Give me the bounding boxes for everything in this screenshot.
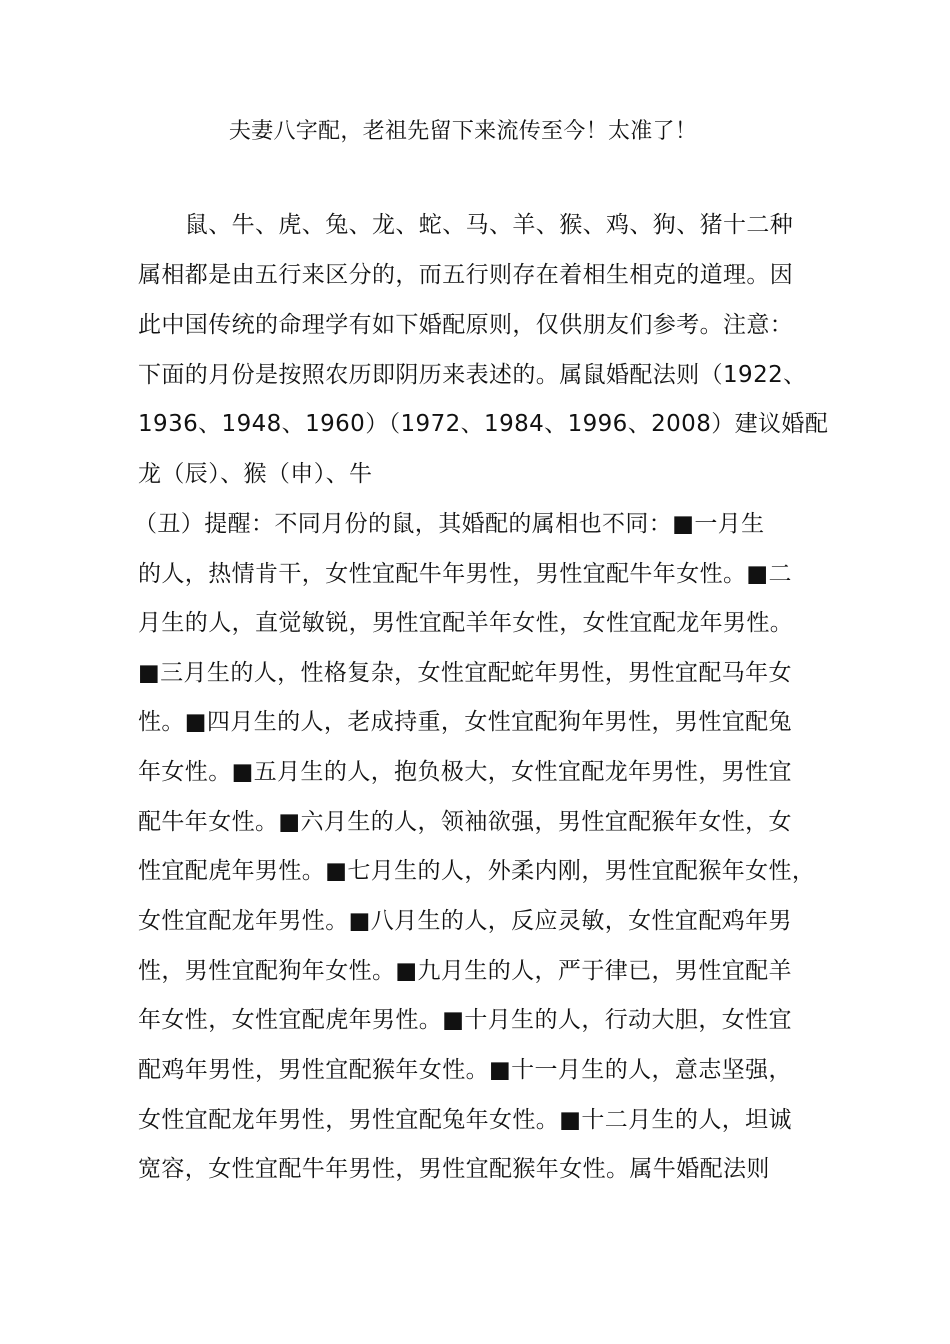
body-line: 性宜配虎年男性。■七月生的人，外柔内刚，男性宜配猴年女性，: [138, 858, 816, 884]
body-line: 性。■四月生的人，老成持重，女性宜配狗年男性，男性宜配兔: [138, 709, 792, 735]
body-line: 年女性。■五月生的人，抱负极大，女性宜配龙年男性，男性宜: [138, 759, 792, 785]
body-line: 此中国传统的命理学有如下婚配原则，仅供朋友们参考。注意：: [138, 312, 794, 338]
body-line: （丑）提醒：不同月份的鼠，其婚配的属相也不同：■一月生: [134, 511, 765, 537]
body-line: 龙（辰）、猴（申）、牛: [138, 461, 373, 487]
body-line: 下面的月份是按照农历即阴历来表述的。属鼠婚配法则（1922、: [138, 362, 807, 388]
body-line: 的人，热情肯干，女性宜配牛年男性，男性宜配牛年女性。■二: [138, 561, 792, 587]
body-line: 性，男性宜配狗年女性。■九月生的人，严于律已，男性宜配羊: [138, 958, 792, 984]
body-line: 宽容，女性宜配牛年男性，男性宜配猴年女性。属牛婚配法则: [138, 1156, 770, 1182]
body-line: 月生的人，直觉敏锐，男性宜配羊年女性，女性宜配龙年男性。: [138, 610, 794, 636]
document-title: 夫妻八字配，老祖先留下来流传至今！太准了！: [228, 119, 698, 144]
body-line: 女性宜配龙年男性，男性宜配兔年女性。■十二月生的人，坦诚: [138, 1107, 792, 1133]
body-line: ■三月生的人，性格复杂，女性宜配蛇年男性，男性宜配马年女: [138, 660, 792, 686]
body-line: 属相都是由五行来区分的，而五行则存在着相生相克的道理。因: [138, 262, 794, 288]
body-line: 年女性，女性宜配虎年男性。■十月生的人，行动大胆，女性宜: [138, 1007, 792, 1033]
body-line: 鼠、牛、虎、兔、龙、蛇、马、羊、猴、鸡、狗、猪十二种: [138, 212, 794, 238]
body-line: 配鸡年男性，男性宜配猴年女性。■十一月生的人，意志坚强，: [138, 1057, 792, 1083]
body-line: 配牛年女性。■六月生的人，领袖欲强，男性宜配猴年女性，女: [138, 809, 792, 835]
body-line: 女性宜配龙年男性。■八月生的人，反应灵敏，女性宜配鸡年男: [138, 908, 792, 934]
body-line: 1936、1948、1960）（1972、1984、1996、2008）建议婚配: [138, 411, 829, 437]
